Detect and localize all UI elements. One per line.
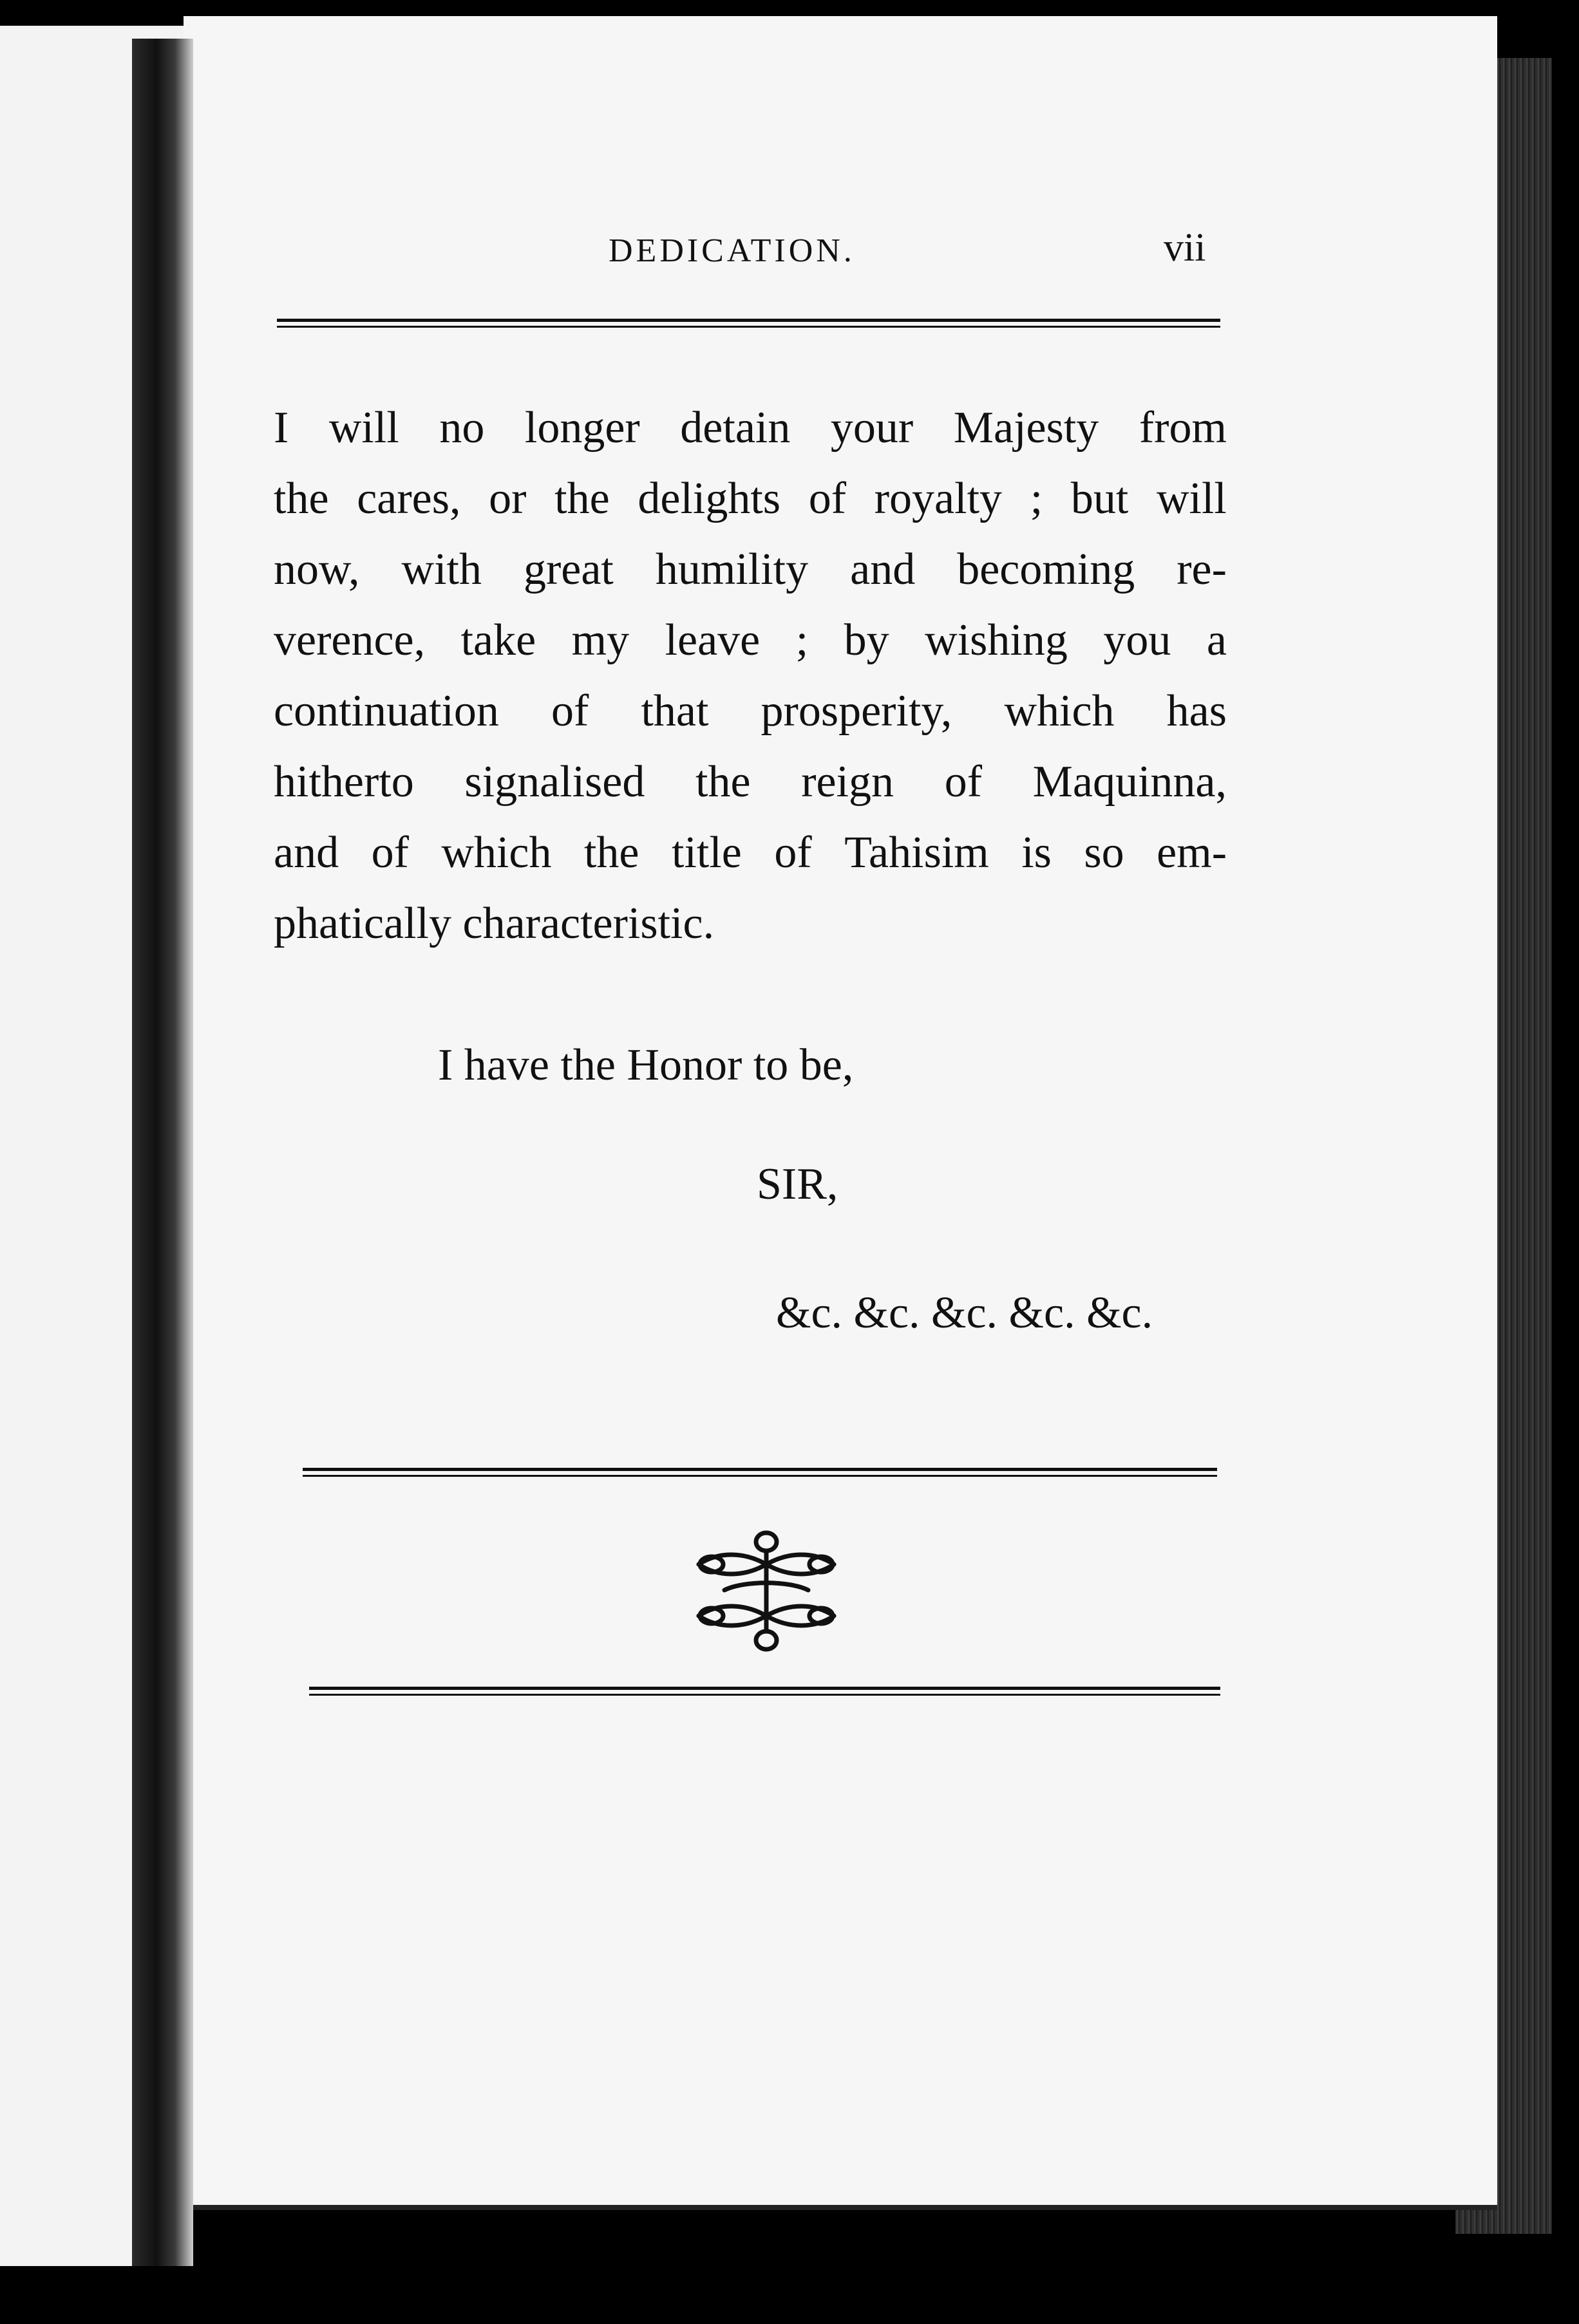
text-line: I will no longer detain your Majesty from xyxy=(274,403,1227,453)
dedication-paragraph xyxy=(274,393,1227,959)
signoff: &c. &c. &c. &c. &c. xyxy=(776,1288,1153,1338)
running-title: DEDICATION. xyxy=(609,232,855,269)
scroll-flourish-icon xyxy=(692,1526,840,1654)
text-line: hitherto signalised the reign of Maquinna, xyxy=(274,757,1227,807)
page-number: vii xyxy=(1164,226,1206,270)
text-line: verence, take my leave ; by wishing you a xyxy=(274,615,1227,665)
text-line: now, with great humility and becoming re- xyxy=(274,545,1227,594)
text-line: phatically characteristic. xyxy=(274,899,715,948)
book-gutter xyxy=(132,39,193,2266)
salutation: SIR, xyxy=(757,1159,838,1209)
running-head xyxy=(184,219,1497,270)
ornament-rule-top xyxy=(303,1468,1217,1477)
header-rule xyxy=(277,319,1220,328)
ornament-rule-bottom xyxy=(309,1687,1220,1696)
book-page xyxy=(184,16,1497,2210)
text-line: and of which the title of Tahisim is so em- xyxy=(274,828,1227,877)
closing-line: I have the Honor to be, xyxy=(438,1040,854,1090)
text-line: the cares, or the delights of royalty ; but will xyxy=(274,474,1227,523)
text-line: continuation of that prosperity, which has xyxy=(274,686,1227,736)
